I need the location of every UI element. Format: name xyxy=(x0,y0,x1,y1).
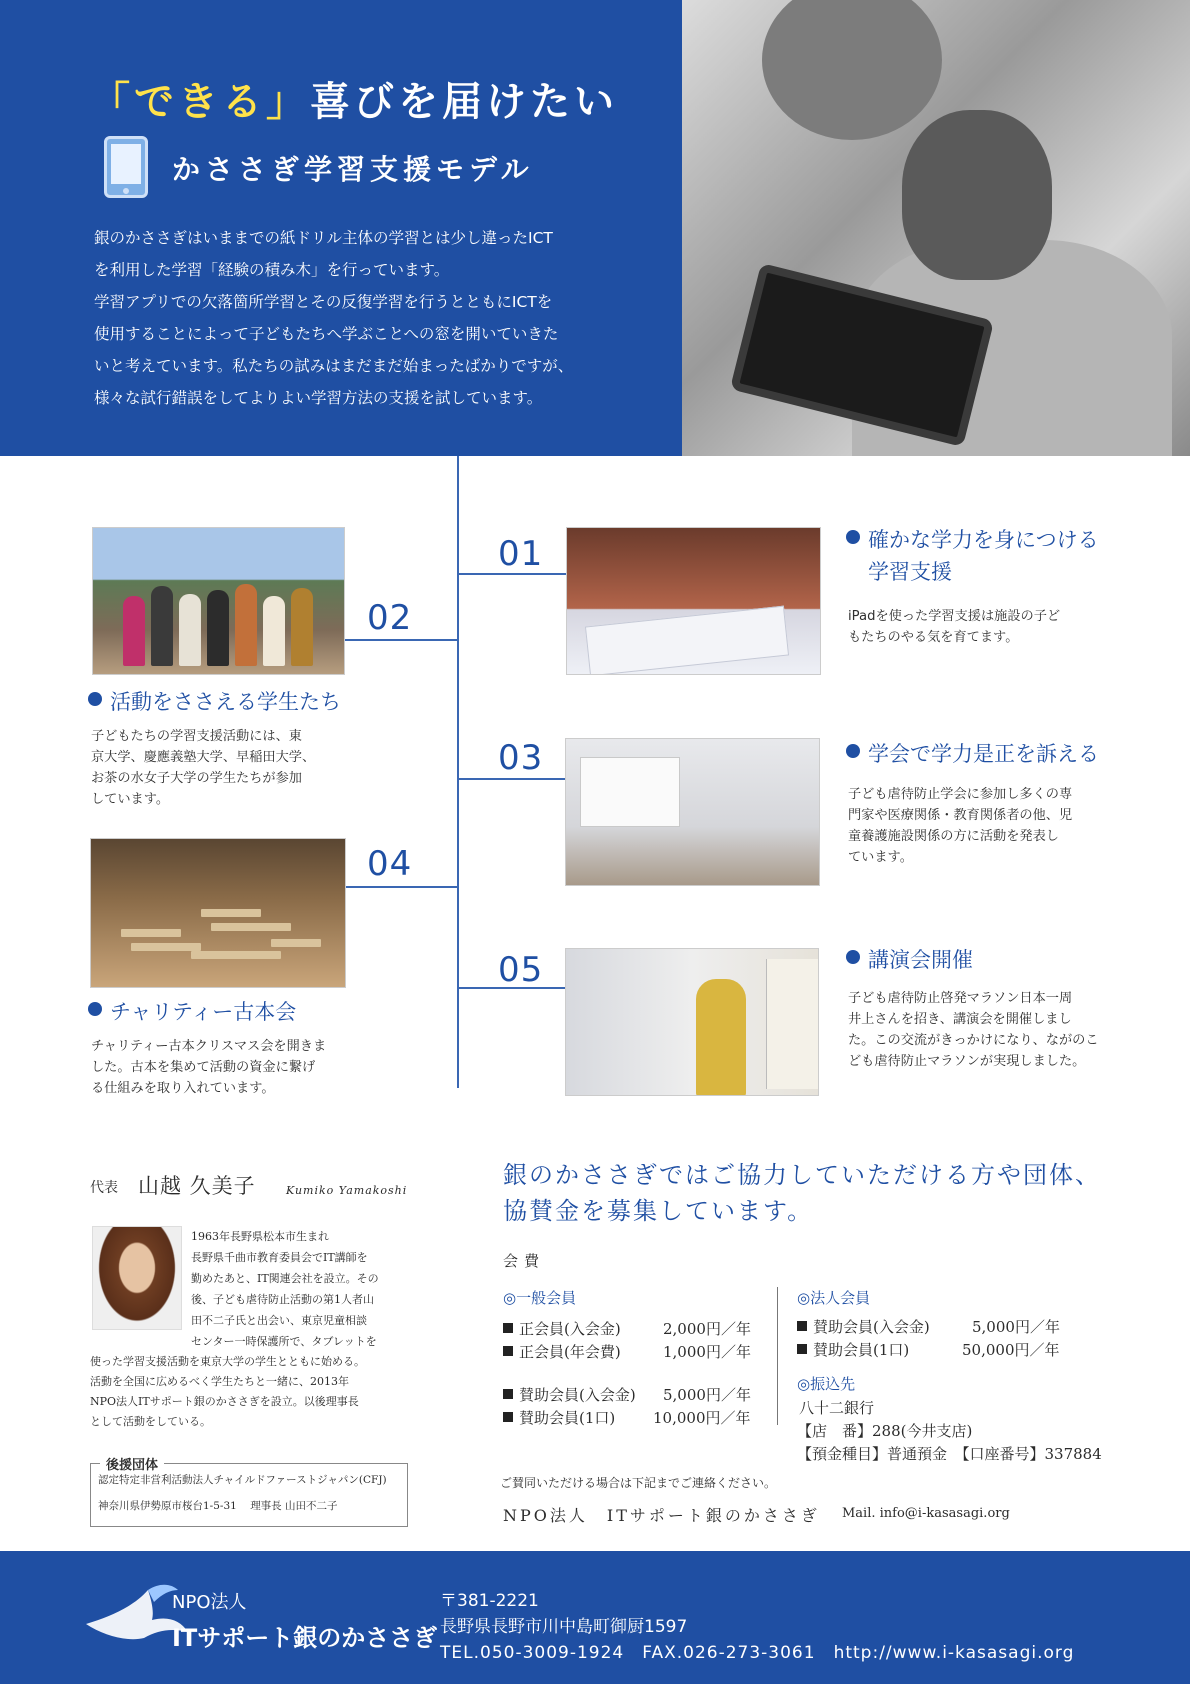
footer-zip: 〒381-2221 xyxy=(440,1591,539,1611)
footer-org-name: ITサポート銀のかささぎ xyxy=(172,1624,438,1652)
number-04: 04 xyxy=(367,844,413,884)
fee-row: 正会員(年会費) 1,000円／年 xyxy=(503,1341,621,1362)
supporters-title: 後援団体 xyxy=(100,1454,164,1473)
timeline-vertical-line xyxy=(457,456,459,1088)
connector-03 xyxy=(459,778,566,780)
intro-text: 銀のかささぎはいままでの紙ドリル主体の学習とは少し違ったICT を利用した学習「経験の積み木」を行っています。 学習アプリでの欠落箇所学習とその反復学習を行うとともにICTを 使用することによって子どもたちへ学ぶことへの窓を開いていきた いと考えています。私たちの試みはまだまだ始まったばかりですが、 様々な試行錯誤をしてよりよい学習方法の支援を試しています。 xyxy=(94,229,574,407)
bank-branch: 【店 番】288(今井支店) xyxy=(797,1422,973,1440)
conference-photo xyxy=(565,738,820,886)
number-02: 02 xyxy=(367,598,413,638)
lecture-photo xyxy=(565,948,819,1096)
footer-address: 長野県長野市川中島町御厨1597 xyxy=(440,1617,688,1637)
fee-row: 賛助会員(1口) 50,000円／年 xyxy=(797,1339,909,1360)
mail-address: Mail. info@i-kasasagi.org xyxy=(842,1506,1010,1521)
representative-roman-name: Kumiko Yamakoshi xyxy=(286,1184,408,1197)
hands-worksheet-photo xyxy=(566,527,821,675)
bullet-icon xyxy=(846,744,860,758)
fee-label: 会費 xyxy=(503,1252,546,1270)
tablet-icon xyxy=(104,136,148,198)
number-05: 05 xyxy=(498,950,544,990)
footer-org-type: NPO法人 xyxy=(172,1592,247,1613)
fee-row: 賛助会員(1口) 10,000円／年 xyxy=(503,1407,615,1428)
students-group-photo xyxy=(92,527,345,675)
donation-title: 銀のかささぎではご協力していただける方や団体、 協賛金を募集しています。 xyxy=(503,1161,1101,1225)
section-04-body: チャリティー古本クリスマス会を開きま した。古本を集めて活動の資金に繋げ る仕組みを取り入れています。 xyxy=(91,1039,327,1096)
headline-rest: 喜びを届けたい xyxy=(310,79,618,125)
representative-name: 山越 久美子 xyxy=(138,1174,256,1198)
headline-highlight: 「できる」 xyxy=(90,79,310,125)
headline xyxy=(90,70,618,127)
contact-note: ご賛同いただける場合は下記までご連絡ください。 xyxy=(500,1476,777,1490)
number-01: 01 xyxy=(498,534,544,574)
section-02-title: 活動をささえる学生たち xyxy=(88,686,341,718)
bullet-icon xyxy=(88,1002,102,1016)
representative-bio-continued: 使った学習支援活動を東京大学の学生とともに始める。 活動を全国に広めるべく学生たちと一緒に、2013年 NPO法人ITサポート銀のかささぎを設立。以後理事長 として活動をしている。 xyxy=(90,1355,365,1428)
general-member-heading: ◎一般会員 xyxy=(503,1289,577,1307)
fee-row: 正会員(入会金) 2,000円／年 xyxy=(503,1318,621,1339)
bank-name: 八十二銀行 xyxy=(799,1399,875,1417)
corporate-member-heading: ◎法人会員 xyxy=(797,1289,871,1307)
section-01-body: iPadを使った学習支援は施設の子ど もたちのやる気を育てます。 xyxy=(848,609,1061,645)
section-03-body: 子ども虐待防止学会に参加し多くの専 門家や医療関係・教育関係者の他、児 童養護施設関係の方に活動を発表し ています。 xyxy=(848,787,1073,865)
fee-divider xyxy=(777,1287,778,1425)
section-05-body: 子ども虐待防止啓発マラソン日本一周 井上さんを招き、講演会を開催しまし た。この交流がきっかけになり、ながのこ ども虐待防止マラソンが実現しました。 xyxy=(848,991,1099,1069)
bullet-icon xyxy=(846,530,860,544)
footer-contact: TEL.050-3009-1924 FAX.026-273-3061 http://www.i-kasasagi.org xyxy=(440,1643,1075,1663)
used-books-photo xyxy=(90,838,346,988)
supporter-address: 神奈川県伊勢原市桜台1-5-31 理事長 山田不二子 xyxy=(98,1500,338,1512)
bullet-icon xyxy=(88,692,102,706)
connector-02 xyxy=(345,639,457,641)
child-with-tablet-photo xyxy=(682,0,1190,456)
section-03-title: 学会で学力是正を訴える xyxy=(846,738,1099,770)
representative-label: 代表 xyxy=(90,1180,118,1196)
section-01-title: 確かな学力を身につける 学習支援 xyxy=(846,524,1099,588)
bullet-icon xyxy=(846,950,860,964)
section-04-title: チャリティー古本会 xyxy=(88,996,296,1028)
number-03: 03 xyxy=(498,738,544,778)
fee-row: 賛助会員(入会金) 5,000円／年 xyxy=(503,1384,636,1405)
representative-photo xyxy=(92,1226,182,1330)
section-02-body: 子どもたちの学習支援活動には、東 京大学、慶應義塾大学、早稲田大学、 お茶の水女子大学の学生たちが参加 しています。 xyxy=(91,729,316,807)
supporter-org: 認定特定非営利活動法人チャイルドファーストジャパン(CFJ) xyxy=(98,1474,387,1486)
transfer-heading: ◎振込先 xyxy=(797,1375,856,1393)
bank-account: 【預金種目】普通預金 【口座番号】337884 xyxy=(797,1445,1102,1463)
section-05-title: 講演会開催 xyxy=(846,944,973,976)
subtitle: かささぎ学習支援モデル xyxy=(172,153,534,186)
representative-bio: 1963年長野県松本市生まれ 長野県千曲市教育委員会でIT講師を 勤めたあと、IT関連会社を設立。その 後、子ども虐待防止活動の第1人者山 田不二子氏と出会い、東京児童相談 センター一時保護所で、タブレットを xyxy=(191,1230,379,1348)
fee-row: 賛助会員(入会金) 5,000円／年 xyxy=(797,1316,930,1337)
connector-04 xyxy=(346,886,457,888)
org-name: NPO法人 ITサポート銀のかささぎ xyxy=(503,1506,820,1525)
